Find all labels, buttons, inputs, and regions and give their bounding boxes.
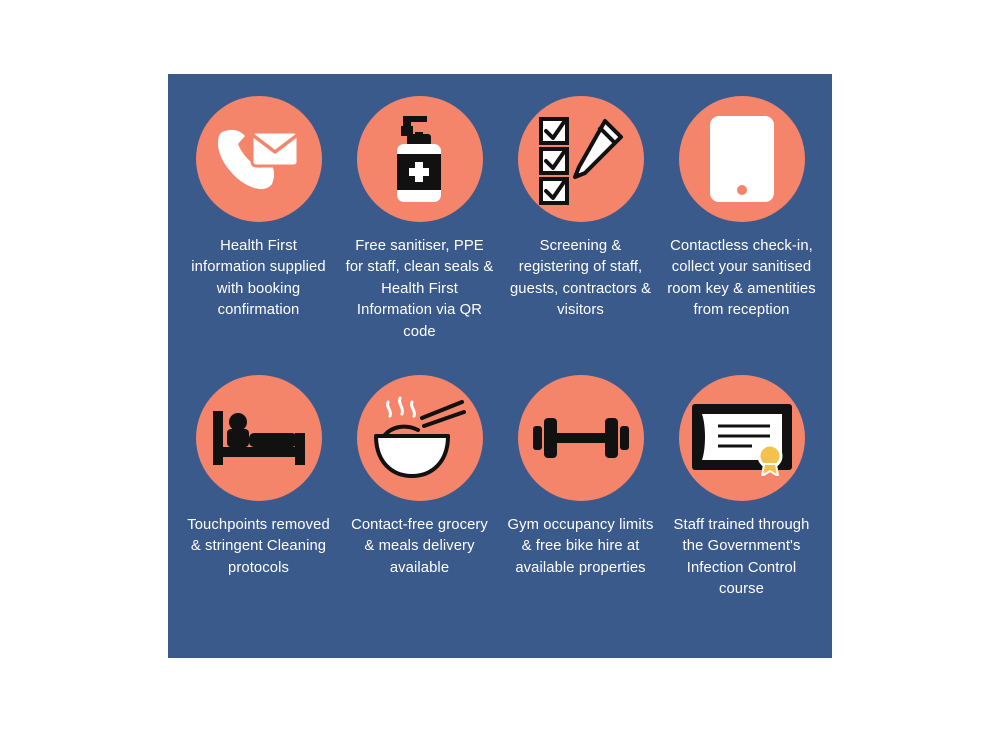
item-caption: Screening & registering of staff, guests, contractors & visitors [509, 238, 652, 319]
grid-item [178, 369, 339, 648]
icon-circle [196, 375, 322, 501]
sanitiser-bottle-icon [383, 110, 457, 208]
health-first-infographic [168, 74, 832, 658]
noodle-bowl-icon [370, 396, 470, 480]
item-caption: Touchpoints removed & stringent Cleaning protocols [187, 517, 330, 576]
icon-circle [518, 375, 644, 501]
grid-item [500, 90, 661, 369]
icon-grid [178, 90, 822, 648]
dumbbell-icon [531, 412, 631, 464]
item-caption: Health First information supplied with booking confirmation [191, 238, 326, 319]
icon-circle [679, 375, 805, 501]
phone-envelope-icon [216, 124, 302, 194]
grid-item [661, 90, 822, 369]
icon-circle [196, 96, 322, 222]
item-caption: Contact-free grocery & meals delivery available [351, 517, 488, 576]
certificate-icon [690, 400, 794, 476]
icon-circle [679, 96, 805, 222]
grid-item [178, 90, 339, 369]
icon-circle [357, 375, 483, 501]
grid-item [500, 369, 661, 648]
icon-circle [518, 96, 644, 222]
bed-icon [209, 407, 309, 469]
checklist-pen-icon [535, 113, 627, 205]
tablet-device-icon [708, 114, 776, 204]
item-caption: Free sanitiser, PPE for staff, clean seals & Health First Information via QR code [345, 238, 494, 340]
item-caption: Gym occupancy limits & free bike hire at available properties [507, 517, 654, 576]
grid-item [339, 369, 500, 648]
grid-item [661, 369, 822, 648]
icon-circle [357, 96, 483, 222]
grid-item [339, 90, 500, 369]
item-caption: Staff trained through the Government's Infection Control course [673, 517, 810, 598]
item-caption: Contactless check-in, collect your sanitised room key & amentities from reception [667, 238, 816, 319]
